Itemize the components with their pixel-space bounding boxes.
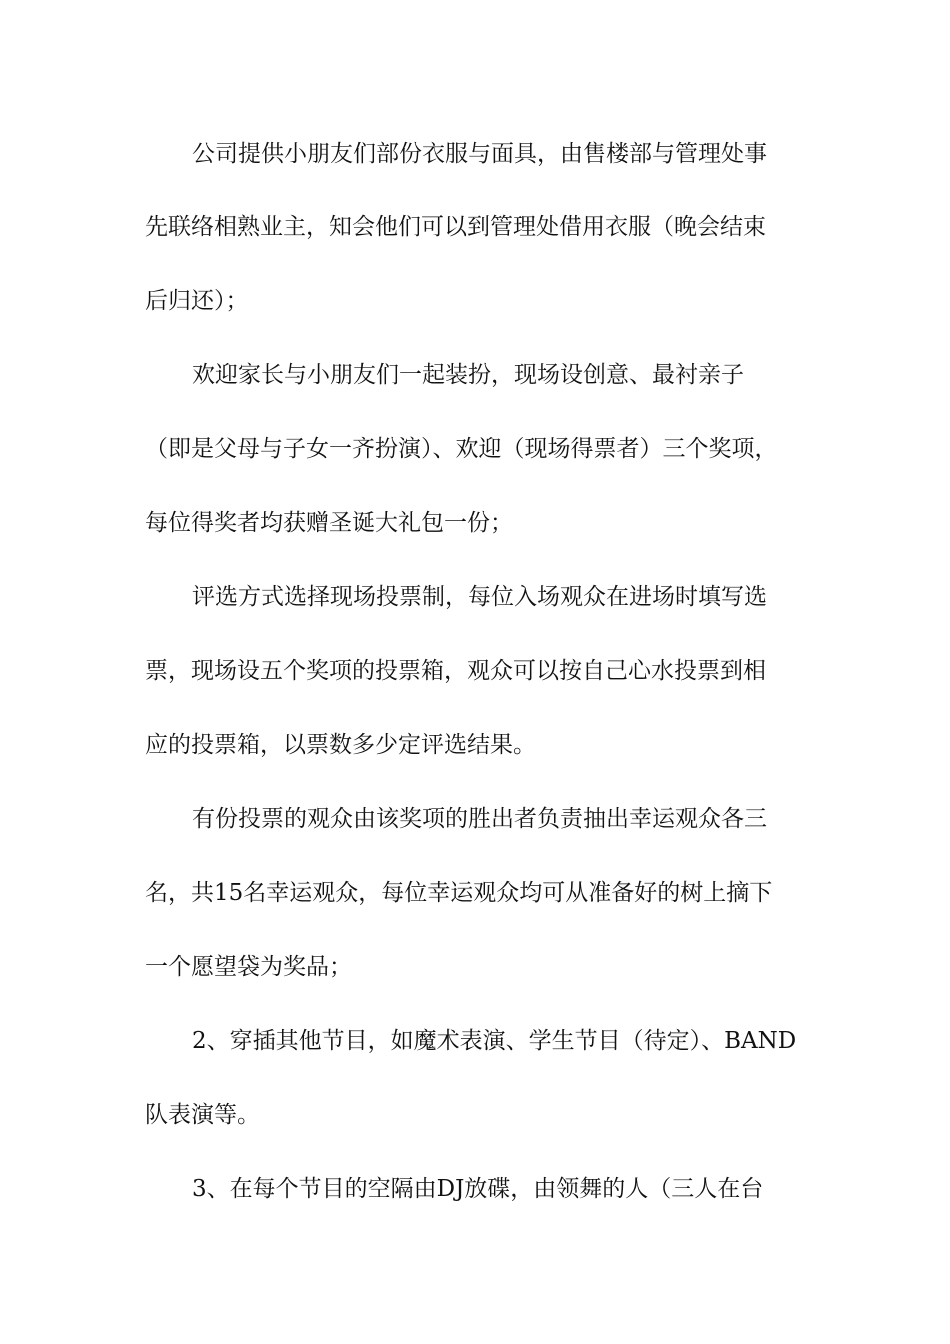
text-line: 评选方式选择现场投票制，每位入场观众在进场时填写选 xyxy=(192,584,767,610)
text-line: 应的投票箱，以票数多少定评选结果。 xyxy=(145,732,536,758)
text-line: 欢迎家长与小朋友们一起装扮，现场设创意、最衬亲子 xyxy=(192,362,744,388)
text-line: 有份投票的观众由该奖项的胜出者负责抽出幸运观众各三 xyxy=(192,806,767,832)
text-line: 2、穿插其他节目，如魔术表演、学生节目（待定）、BAND xyxy=(192,1028,797,1054)
text-line: 公司提供小朋友们部份衣服与面具，由售楼部与管理处事 xyxy=(192,141,767,167)
text-line: 先联络相熟业主，知会他们可以到管理处借用衣服（晚会结束 xyxy=(145,214,766,240)
text-line: 名，共15名幸运观众，每位幸运观众均可从准备好的树上摘下 xyxy=(145,880,773,906)
text-line: 队表演等。 xyxy=(145,1102,260,1128)
text-line: 后归还）； xyxy=(145,288,249,314)
text-line: 每位得奖者均获赠圣诞大礼包一份； xyxy=(145,510,513,536)
text-line: （即是父母与子女一齐扮演）、欢迎（现场得票者）三个奖项， xyxy=(145,436,778,462)
text-line: 3、在每个节目的空隔由DJ放碟，由领舞的人（三人在台 xyxy=(192,1176,764,1202)
text-line: 票，现场设五个奖项的投票箱，观众可以按自己心水投票到相 xyxy=(145,658,766,684)
text-line: 一个愿望袋为奖品； xyxy=(145,954,352,980)
